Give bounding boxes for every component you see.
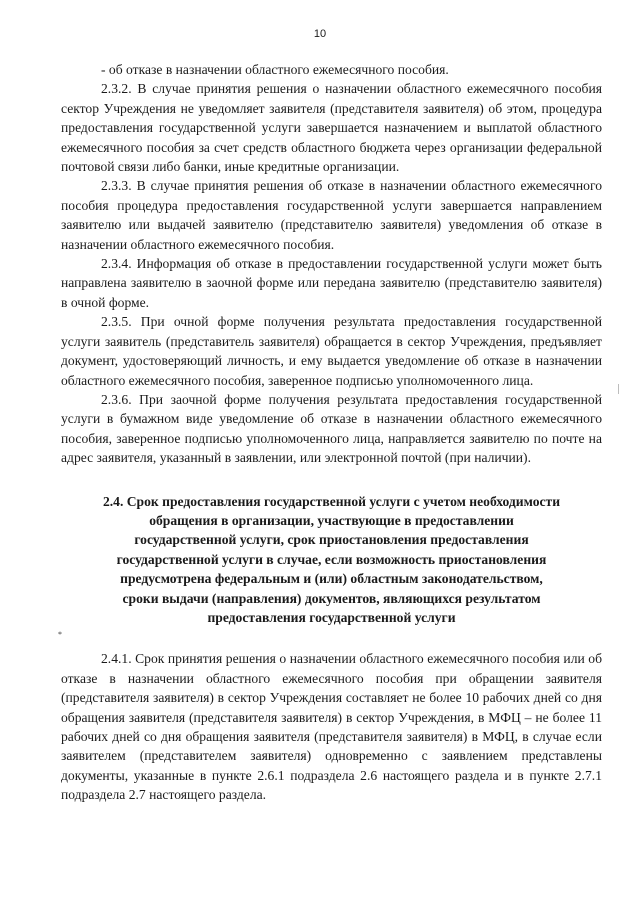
margin-mark: * bbox=[58, 630, 62, 639]
scan-edge-mark bbox=[618, 384, 619, 394]
paragraph-2-3-6: 2.3.6. При заочной форме получения результата предоставления государственной услуги в бумажном виде уведомление об отказе в назначении областного ежемесячного пособия, заверенное подписью уполномоченного лица, направляется заявителю по почте на адрес заявителя, указанный в заявлении, или электронной почтой (при наличии). bbox=[61, 391, 602, 466]
section-heading-2-4: 2.4. Срок предоставления государственной услуги с учетом необходимости обращения в организации, участвующие в предоставлении государственной услуги, срок приостановления предоставления государственной услуги в случае, если возможность приостановления предусмотрена федеральным и (или) областным законодательством, сроки выдачи (направления) документов, являющихся результатом предоставления государственной услуги bbox=[102, 493, 561, 625]
paragraph-2-3-4: 2.3.4. Информация об отказе в предоставлении государственной услуги может быть направлена заявителю в заочной форме или передана заявителю (представителю заявителя) в очной форме. bbox=[61, 256, 602, 310]
paragraph-2-3-3: 2.3.3. В случае принятия решения об отказе в назначении областного ежемесячного пособия процедура предоставления государственной услуги завершается направлением заявителю или выдачей заявителю (представителю заявителя) уведомления об отказе в назначении областного ежемесячного пособия. bbox=[61, 178, 602, 252]
page-number: 10 bbox=[313, 28, 327, 40]
paragraph-2-3-2: 2.3.2. В случае принятия решения о назначении областного ежемесячного пособия сектор Учреждения не уведомляет заявителя (представителя заявителя) об этом, процедура предоставления государственной услуги завершается назначением и выплатой областного ежемесячного пособия за счет средств областного бюджета через организации федеральной почтовой связи либо банки, иные кредитные организации. bbox=[61, 81, 602, 175]
paragraph-refusal-item: - об отказе в назначении областного ежемесячного пособия. bbox=[101, 62, 449, 77]
paragraph-2-4-1: 2.4.1. Срок принятия решения о назначении областного ежемесячного пособия или об отказе в назначении областного ежемесячного пособия при обращении заявителя (представителя заявителя) в сектор Учреждения составляет не более 10 рабочих дней со дня обращения заявителя (представителя заявителя) в сектор Учреждения, в МФЦ – не более 11 рабочих дней со дня обращения заявителя (представителя заявителя) в МФЦ, в случае если заявителем (представителем заявителя) одновременно с заявлением представлены документы, указанные в пункте 2.6.1 подраздела 2.6 настоящего раздела и в пункте 2.7.1 подраздела 2.7 настоящего раздела. bbox=[61, 651, 602, 803]
paragraph-2-3-5: 2.3.5. При очной форме получения результата предоставления государственной услуги заявитель (представитель заявителя) обращается в сектор Учреждения, предъявляет документ, удостоверяющий личность, и ему выдается уведомление об отказе в назначении областного ежемесячного пособия, заверенное подписью уполномоченного лица. bbox=[61, 314, 602, 388]
document-body bbox=[61, 60, 602, 805]
